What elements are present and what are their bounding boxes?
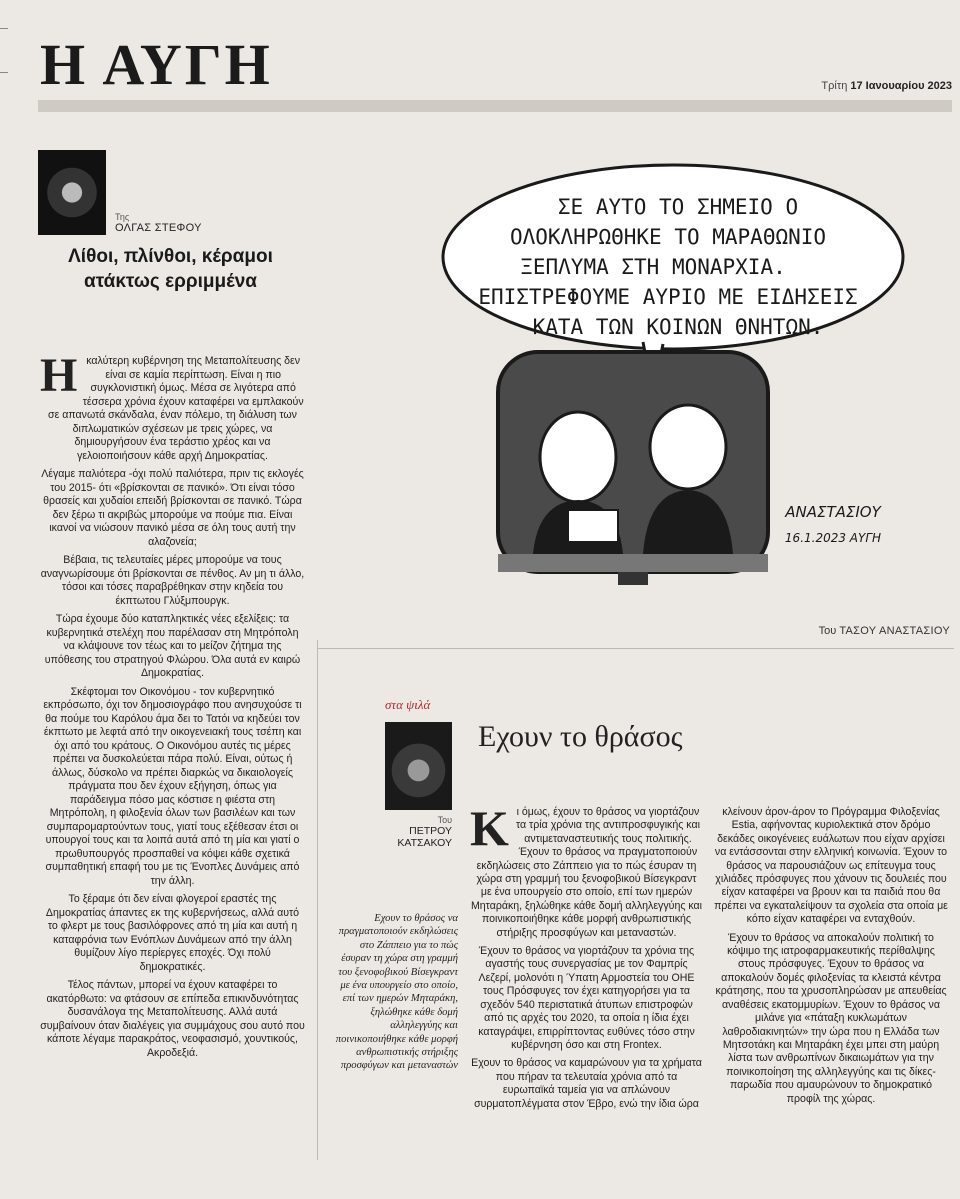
paragraph: Ηκαλύτερη κυβέρνηση της Μεταπολίτευσης δεν είναι σε καμία περίπτωση. Είναι η πιο συγκλονιστική όμως. Μέσα σε λιγότερα από τέσσερα χρόνια έχουν καταφέρει να εμπλακούν σε απανωτά σκάνδαλα, έναν πόλεμο, τη διάλυση των διπλωματικών σχέσεων με τρεις χώρες, να δημιουργήσουν ένα τεράστιο χρέος και να γελοιοποιήσουν κάθε αρχή Δημοκρατίας. <box>40 349 304 462</box>
section-divider <box>318 648 954 649</box>
margin-mark <box>0 72 8 73</box>
column-divider <box>317 640 318 1160</box>
masthead-date: Τρίτη 17 Ιανουαρίου 2023 <box>821 80 952 92</box>
article-title: Λίθοι, πλίνθοι, κέραμοι ατάκτως ερριμμένα <box>68 246 273 292</box>
drop-cap: Η <box>40 349 78 402</box>
speech-line: ΞΕΠΛΥΜΑ ΣΤΗ ΜΟΝΑΡΧΙΑ. <box>520 255 786 279</box>
author-photo <box>38 150 106 235</box>
drop-cap: Κ <box>470 800 509 856</box>
speech-line: ΚΑΤΑ ΤΩΝ ΚΟΙΝΩΝ ΘΝΗΤΩΝ. <box>532 315 824 339</box>
pull-quote: Εχουν το θράσος να πραγματοποιούν εκδηλώσεις στο Ζάππειο για το πώς έσυραν τη χώρα στη γραμμή του ξενοφοβικού Βίσεγκραντ με ένα υπουργείο στο οποίο, επί των ημερών Μηταράκη, ξηλώθηκε κάθε δομή αλληλεγγύης και ποινικοποιήθηκε κάθε μορφή ανθρωπιστικής στήριξης προσφύγων και μεταναστών <box>335 913 458 1072</box>
anchor-head-right <box>650 405 726 489</box>
paragraph: Τέλος πάντων, μπορεί να έχουν καταφέρει το ακατόρθωτο: να φτάσουν σε επίπεδα επικινδυνότητας δυσανάλογα της Μεταπολίτευσης. Αλλά αυτά συμβαίνουν όταν διαλέγεις για συμμάχους σου αυτό που κάποτε λέγαμε παρακράτος, νεοφασισμό, χουντικούς, Ακροδεξιά. <box>40 979 305 1059</box>
author-name: ΠΕΤΡΟΥ ΚΑΤΣΑΚΟΥ <box>397 825 452 849</box>
paper-sheet <box>568 510 618 542</box>
news-desk <box>498 554 768 572</box>
paragraph: κλείνουν άρον-άρον το Πρόγραμμα Φιλοξενίας Estia, αφήνοντας κυριολεκτικά στον δρόμο δεκάδες οικογένειες ευάλωτων που είχαν αρχίσει να εντάσσονται στην ελληνική κοινωνία. Έχουν το θράσος να παρουσιάζουν ως επίτευγμα τους χιλιάδες πρόσφυγες που χάνουν τις δουλειές που είχαν καταφέρει να βρουν και τα παιδιά που θα πρέπει να εγκαταλείψουν τα σχολεία στα οποία με κόπο είχαν καταφέρει να ενταχθούν. <box>714 806 948 926</box>
paragraph: Έχουν το θράσος να αποκαλούν πολιτική το κόψιμο της ιατροφαρμακευτικής περίθαλψης στους πρόσφυγες. Έχουν το θράσος να αποκαλούν δομές φιλοξενίας τα κλειστά κέντρα κράτησης, που τα χρυσοπληρώσαν με απευθείας αναθέσεις εκατομμυρίων. Έχουν το θράσος να μιλάνε για «πάταξη κυκλωμάτων λαθροδιακινητών» την ώρα που η Ελλάδα των Μητσοτάκη και Μηταράκη έχει μπει στη μαύρη λίστα των ανθρωπίνων δικαιωμάτων για την ποινικοποίηση της αλληλεγγύης και τις δίκες-παρωδία που αμαυρώνουν το δημοκρατικό προφίλ της χώρας. <box>715 931 947 1105</box>
paragraph: Βέβαια, τις τελευταίες μέρες μπορούμε να τους αναγνωρίσουμε ότι βρίσκονται σε πένθος. Αν μη τι άλλο, τόσοι και τόσες παραβρέθηκαν στην κηδεία του έκπτωτου Γλύξμπουργκ. <box>40 554 305 607</box>
header-rule <box>38 100 952 112</box>
byline-prefix: Του <box>437 815 452 825</box>
cartoon-date: 16.1.2023 ΑΥΓΗ <box>784 531 882 545</box>
paragraph: Εχουν το θράσος να καμαρώνουν για τα χρήματα που πήραν τα τελευταία χρόνια από τα ευρωπαϊκά ταμεία για να απλώνουν συρματοπλέγματα στον Έβρο, ενώ την ίδια ώρα <box>471 1057 702 1110</box>
political-cartoon <box>438 162 908 592</box>
article-body <box>40 349 305 1065</box>
byline-prefix: Της <box>115 212 130 222</box>
article-body-col2 <box>470 800 703 1116</box>
article-title: Εχουν το θράσος <box>478 720 683 753</box>
speech-line: ΣΕ ΑΥΤΟ ΤΟ ΣΗΜΕΙΟ Ο <box>557 195 799 219</box>
anchor-head-left <box>540 412 616 502</box>
speech-line: ΕΠΙΣΤΡΕΦΟΥΜΕ ΑΥΡΙΟ ΜΕ ΕΙΔΗΣΕΙΣ <box>478 285 858 309</box>
author-name: ΟΛΓΑΣ ΣΤΕΦΟΥ <box>115 222 202 234</box>
cartoon-credit: Του ΤΑΣΟΥ ΑΝΑΣΤΑΣΙΟΥ <box>818 625 950 637</box>
masthead-title: Η ΑΥΓΗ <box>40 32 273 97</box>
paragraph: Λέγαμε παλιότερα -όχι πολύ παλιότερα, πριν τις εκλογές του 2015- ότι «βρίσκονται σε πανικό». Ότι είναι τόσο θρασείς και χυδαίοι επειδή βρίσκονται σε πανικό. Τώρα δεν ξέρω τι ακριβώς μπορούμε να πούμε πια. Είναι ικανοί να νιώσουν πανικό μέσα σε όλη τους αυτή την αλαζονεία; <box>41 468 304 548</box>
author-photo <box>385 722 452 810</box>
paragraph: Σκέφτομαι τον Οικονόμου - τον κυβερνητικό εκπρόσωπο, όχι τον δημοσιογράφο που ανησυχούσε τι θα πούμε του Καρόλου άμα δει το Τατόι να κηδεύει τον έκπτωτο με λεφτά από την οικογενειακή τους τσέπη και όχι από του κράτους. Ο Οικονόμου αυτές τις μέρες πρέπει να δυσκολεύεται πάρα πολύ. Είναι, ούτως ή άλλως, δύσκολο να πρέπει διαρκώς να δικαιολογείς πράγματα που δεν έχουν εξήγηση, όπως για παράδειγμα πόσο μας κόστισε η φιέστα στη Μητρόπολη, η φιλοξενία όλων των βασιλέων και των συμπαρομαρτούντων τους, γιατί τους εξέθεσαν έτσι οι υπουργοί τους και τα λοιπά αυτά από τη μία και γιατί ο πρωθυπουργός προσπαθεί να κόψει κάθε σχετικά συμπαθητική επαφή του με τις Ένοπλες Δυνάμεις από την άλλη. <box>43 685 302 887</box>
section-kicker: στα ψιλά <box>385 697 431 712</box>
paragraph: Έχουν το θράσος να γιορτάζουν τα χρόνια της αγαστής τους συνεργασίας με τον Φαμπρίς Λεζερί, μολονότι η Ύπατη Αρμοστεία του ΟΗΕ τους Πρόσφυγες τον έχει κατηγορήσει για τα σχεδόν 540 περιστατικά άτυπων επιστροφών από τις αρχές του 2020, τα οποία η ίδια έχει καταγράψει, επιρρίπτοντας ευθύνες τόσο στην κυβέρνηση όσο και στη Frontex. <box>478 945 695 1051</box>
margin-mark <box>0 28 8 29</box>
cartoonist-signature: ΑΝΑΣΤΑΣΙΟΥ <box>785 503 881 521</box>
speech-line: ΟΛΟΚΛΗΡΩΘΗΚΕ ΤΟ ΜΑΡΑΘΩΝΙΟ <box>509 225 827 249</box>
paragraph: Το ξέραμε ότι δεν είναι φλογεροί εραστές της Δημοκρατίας άπαντες εκ της κυβερνήσεως, αλλά αυτό το φλερτ με τους βασιλόφρονες από τη μία και αυτή η καταφρόνια των Ενόπλων Δυνάμεων από την άλλη θυμίζουν λίγο περίεργες εποχές. Όχι πολύ δημοκρατικές. <box>45 893 300 973</box>
article-body-col3 <box>713 806 949 1111</box>
paragraph: Τώρα έχουμε δύο καταπληκτικές νέες εξελίξεις: τα κυβερνητικά στελέχη που παρέλασαν στη Μητρόπολη να κλάψουνε τον τέως και το μείζον ζήτημα της υπόθεσης του στρατηγού Φλώρου. Όλα αυτά εν καιρώ Δημοκρατίας. <box>44 613 301 679</box>
paragraph: Κι όμως, έχουν το θράσος να γιορτάζουν τα τρία χρόνια της αντιπροσφυγικής και αντιμεταναστευτικής τους πολιτικής. Έχουν το θράσος να πραγματοποιούν εκδηλώσεις στο Ζάππειο για το πώς έσυραν τη χώρα στη γραμμή του ξενοφοβικού Βίσεγκραντ με ένα υπουργείο στο οποίο, επί των ημερών Μηταράκη, ξηλώθηκε κάθε δομή αλληλεγγύης και ποινικοποιήθηκε κάθε μορφή ανθρωπιστικής στήριξης προσφύγων και μεταναστών. <box>470 800 703 939</box>
